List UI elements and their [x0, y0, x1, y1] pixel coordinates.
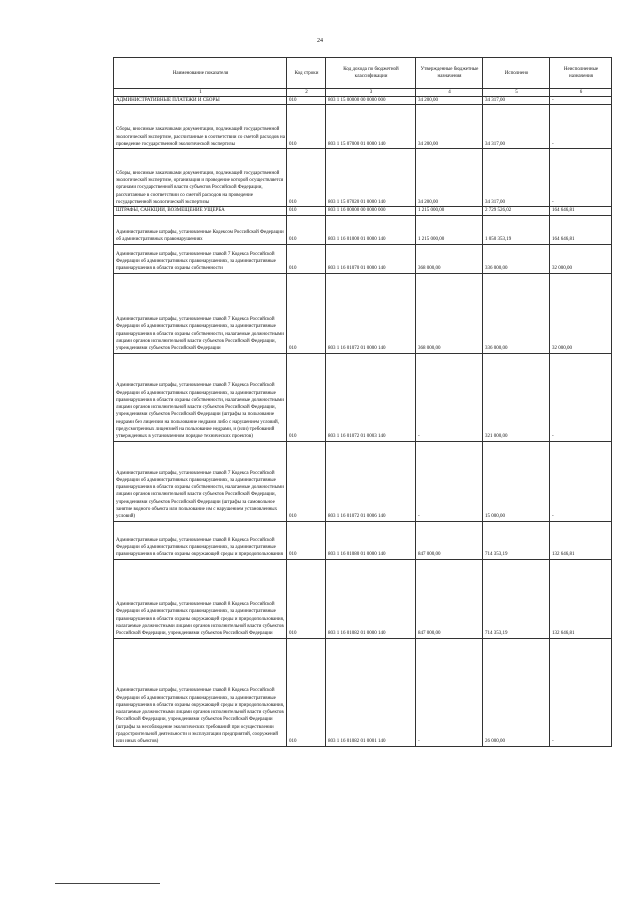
- row-executed: 714 353,19: [483, 559, 550, 638]
- column-number: 1: [114, 89, 287, 97]
- row-executed: 26 000,00: [483, 638, 550, 746]
- header-executed: Исполнено: [483, 58, 550, 89]
- row-income-code: 803 1 16 01000 01 0000 140: [326, 215, 416, 244]
- header-unexecuted: Неисполненные назначения: [550, 58, 612, 89]
- header-approved: Утвержденные бюджетные назначения: [416, 58, 483, 89]
- row-unexecuted: -: [550, 353, 612, 441]
- row-income-code: 803 1 16 01082 01 0001 140: [326, 638, 416, 746]
- row-approved: 847 000,00: [416, 559, 483, 638]
- row-income-code: 803 1 16 01072 01 0006 140: [326, 441, 416, 521]
- row-line-code: 010: [287, 638, 326, 746]
- row-unexecuted: 164 646,81: [550, 207, 612, 215]
- table-row: [114, 559, 612, 638]
- row-unexecuted: 164 646,81: [550, 215, 612, 244]
- column-number: 3: [326, 89, 416, 97]
- row-line-code: 010: [287, 521, 326, 559]
- row-name: АДМИНИСТРАТИВНЫЕ ПЛАТЕЖИ И СБОРЫ: [114, 97, 287, 105]
- row-executed: 2 729 526,02: [483, 207, 550, 215]
- row-approved: -: [416, 441, 483, 521]
- column-number: 4: [416, 89, 483, 97]
- row-income-code: 803 1 16 01070 01 0000 140: [326, 244, 416, 273]
- row-approved: 368 000,00: [416, 273, 483, 353]
- row-executed: 336 000,00: [483, 244, 550, 273]
- header-line-code: Код строки: [287, 58, 326, 89]
- row-executed: 15 000,00: [483, 441, 550, 521]
- table-row: [114, 521, 612, 559]
- row-unexecuted: -: [550, 97, 612, 105]
- row-line-code: 010: [287, 105, 326, 149]
- table-row: [114, 273, 612, 353]
- column-number: 5: [483, 89, 550, 97]
- row-approved: 368 000,00: [416, 244, 483, 273]
- row-name: Административные штрафы, установленные Кодексом Российской Федерации об административных правонарушениях: [114, 215, 287, 244]
- row-executed: 34 317,00: [483, 149, 550, 207]
- table-row: [114, 149, 612, 207]
- row-approved: 1 215 000,00: [416, 215, 483, 244]
- row-income-code: 803 1 16 01072 01 0003 140: [326, 353, 416, 441]
- row-approved: -: [416, 353, 483, 441]
- row-name: ШТРАФЫ, САНКЦИИ, ВОЗМЕЩЕНИЕ УЩЕРБА: [114, 207, 287, 215]
- header-row: [114, 58, 612, 89]
- row-line-code: 010: [287, 353, 326, 441]
- row-unexecuted: -: [550, 638, 612, 746]
- row-income-code: 803 1 16 00000 00 0000 000: [326, 207, 416, 215]
- table-row: [114, 105, 612, 149]
- row-name: Административные штрафы, установленные главой 8 Кодекса Российской Федерации об административных правонарушениях, за административные правонарушения в области охраны окружающей среды и природопользования: [114, 521, 287, 559]
- row-name: Административные штрафы, установленные главой 7 Кодекса Российской Федерации об административных правонарушениях, за административные правонарушения в области охраны собственности, налагаемые должностными лицами органов исполнительной власти субъектов Российской Федерации, учреждениями субъектов Российской Федерации: [114, 273, 287, 353]
- table-row: [114, 638, 612, 746]
- row-approved: 1 215 000,00: [416, 207, 483, 215]
- row-income-code: 803 1 16 01072 01 0000 140: [326, 273, 416, 353]
- row-name: Административные штрафы, установленные главой 7 Кодекса Российской Федерации об административных правонарушениях, за административные правонарушения в области охраны собственности: [114, 244, 287, 273]
- row-approved: 34 200,00: [416, 105, 483, 149]
- row-name: Административные штрафы, установленные главой 7 Кодекса Российской Федерации об административных правонарушениях, за административные правонарушения в области охраны собственности, налагаемые должностными лицами органов исполнительной власти субъектов Российской Федерации, учреждениями субъектов Российской Федерации (штрафы за пользование недрами без лицензии на пользование недрами либо с нарушением условий, предусмотренных лицензией на пользование недрами, и (или) требований утвержденных в установленном порядке технических проектов): [114, 353, 287, 441]
- row-line-code: 010: [287, 441, 326, 521]
- row-line-code: 010: [287, 149, 326, 207]
- row-executed: 34 317,00: [483, 105, 550, 149]
- row-unexecuted: -: [550, 149, 612, 207]
- table-row: [114, 353, 612, 441]
- row-name: Административные штрафы, установленные главой 8 Кодекса Российской Федерации об административных правонарушениях, за административные правонарушения в области охраны окружающей среды и природопользования, налагаемые должностными лицами органов исполнительной власти субъектов Российской Федерации, учреждениями субъектов Российской Федерации (штрафы за несоблюдение экологических требований при осуществлении градостроительной деятельности и эксплуатации предприятий, сооружений или иных объектов): [114, 638, 287, 746]
- table-row: [114, 244, 612, 273]
- row-line-code: 010: [287, 207, 326, 215]
- table-row: [114, 97, 612, 105]
- row-unexecuted: 132 646,81: [550, 559, 612, 638]
- row-name: Административные штрафы, установленные главой 8 Кодекса Российской Федерации об административных правонарушениях, за административные правонарушения в области охраны окружающей среды и природопользования, налагаемые должностными лицами органов исполнительной власти субъектов Российской Федерации, учреждениями субъектов Российской Федерации: [114, 559, 287, 638]
- header-name: Наименование показателя: [114, 58, 287, 89]
- row-income-code: 803 1 16 01080 01 0000 140: [326, 521, 416, 559]
- row-line-code: 010: [287, 215, 326, 244]
- row-income-code: 803 1 15 00000 00 0000 000: [326, 97, 416, 105]
- header-income-code: Код дохода по бюджетной классификации: [326, 58, 416, 89]
- row-executed: 34 317,00: [483, 97, 550, 105]
- row-income-code: 803 1 16 01082 01 0000 140: [326, 559, 416, 638]
- table-row: [114, 207, 612, 215]
- row-executed: 336 000,00: [483, 273, 550, 353]
- column-number-row: [114, 89, 612, 97]
- budget-execution-table: [113, 57, 612, 747]
- row-executed: 321 000,00: [483, 353, 550, 441]
- table-body: [114, 97, 612, 747]
- column-number: 2: [287, 89, 326, 97]
- footnote-rule: [55, 883, 160, 884]
- row-executed: 714 353,19: [483, 521, 550, 559]
- row-approved: 34 200,00: [416, 97, 483, 105]
- row-unexecuted: -: [550, 441, 612, 521]
- row-unexecuted: -: [550, 105, 612, 149]
- row-name: Сборы, вносимые заказчиками документации, подлежащей государственной экологической экспертизе, рассчитанные в соответствии со сметой расходов на проведение государственной экологической экспертизы: [114, 105, 287, 149]
- row-unexecuted: 32 000,00: [550, 244, 612, 273]
- row-name: Сборы, вносимые заказчиками документации, подлежащей государственной экологической экспертизе, организация и проведение которой осуществляется органами государственной власти субъектов Российской Федерации, рассчитанные в соответствии со сметой расходов на проведение государственной экологической экспертизы: [114, 149, 287, 207]
- page-number: 24: [317, 38, 323, 44]
- column-number: 6: [550, 89, 612, 97]
- row-line-code: 010: [287, 559, 326, 638]
- row-executed: 1 050 353,19: [483, 215, 550, 244]
- row-approved: 34 200,00: [416, 149, 483, 207]
- row-unexecuted: 132 646,81: [550, 521, 612, 559]
- row-income-code: 803 1 15 07000 01 0000 140: [326, 105, 416, 149]
- table-row: [114, 441, 612, 521]
- row-unexecuted: 32 000,00: [550, 273, 612, 353]
- row-approved: -: [416, 638, 483, 746]
- row-name: Административные штрафы, установленные главой 7 Кодекса Российской Федерации об административных правонарушениях, за административные правонарушения в области охраны собственности, налагаемые должностными лицами органов исполнительной власти субъектов Российской Федерации, учреждениями субъектов Российской Федерации (штрафы за самовольное занятие водного объекта или пользование им с нарушением установленных условий): [114, 441, 287, 521]
- row-line-code: 010: [287, 97, 326, 105]
- row-income-code: 803 1 15 07020 01 0000 140: [326, 149, 416, 207]
- row-approved: 847 000,00: [416, 521, 483, 559]
- table-row: [114, 215, 612, 244]
- row-line-code: 010: [287, 244, 326, 273]
- row-line-code: 010: [287, 273, 326, 353]
